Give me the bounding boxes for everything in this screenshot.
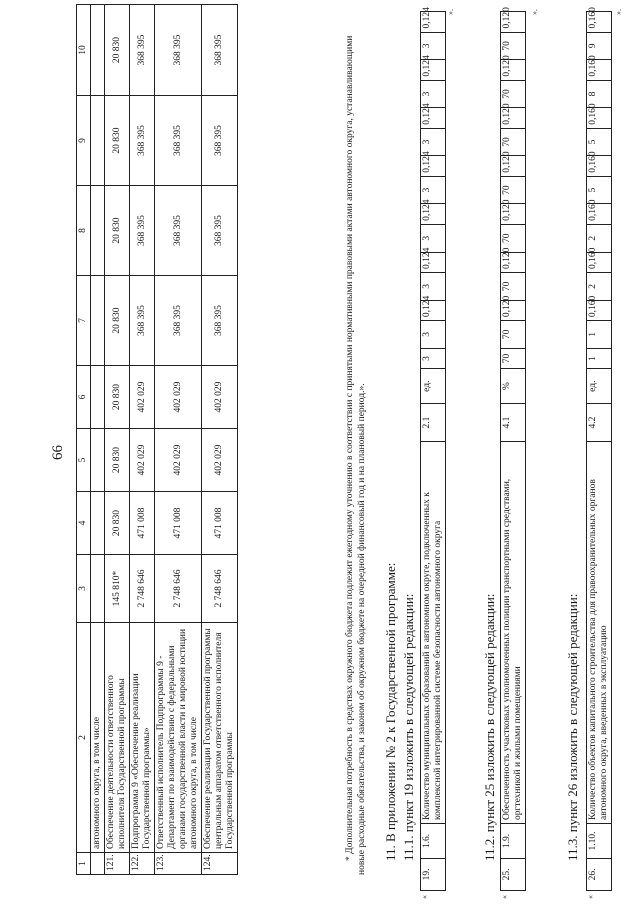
indicator-value: 0,124 [421,108,446,128]
indicator-value: 0,160 [587,12,612,33]
budget-value [91,492,105,555]
indicator-value: 1 [587,321,612,349]
budget-value: 368 395 [130,5,155,96]
indicator-name: Обеспеченность участковых уполномоченных полиции транспортными средствами, оргтехникой и жилыми помещениями [501,442,526,824]
indicator-row [421,12,446,891]
budget-value: 2 748 646 [130,555,155,623]
indicator-table-item-26 [586,7,612,891]
indicator-value: 3 [421,224,446,252]
budget-value: 402 029 [155,429,202,492]
close-quote: ». [614,9,623,15]
budget-value: 20 830 [105,96,130,186]
indicator-value: 70 [501,272,526,300]
budget-value: 471 008 [130,492,155,555]
budget-value: 368 395 [202,186,238,276]
indicator-value: 0,120 [501,156,526,176]
budget-value [91,366,105,429]
budget-value: 471 008 [155,492,202,555]
indicator-value: 70 [501,348,526,368]
indicator-code: 1.6. [421,823,446,858]
budget-header-row [77,5,91,875]
budget-value [91,5,105,96]
page-number: 66 [50,445,66,460]
column-header: 5 [77,429,91,492]
column-header: 1 [77,853,91,875]
indicator-unit: % [501,369,526,404]
budget-value: 2 748 646 [155,555,202,623]
indicator-name: Количество объектов капитального строительства для правоохранительных органов автономного округа, введенных в эксплуатацию [587,442,612,824]
row-name: автономного округа, в том числе [91,623,105,853]
budget-table [76,4,238,875]
section-heading: 11. В приложении № 2 к Государственной программе: [383,562,398,861]
row-number: 124. [202,853,238,875]
row-name: Обеспечение деятельности ответственного исполнителя Государственной программы [105,623,130,853]
budget-value: 20 830 [105,429,130,492]
budget-value: 368 395 [130,276,155,366]
budget-value: 402 029 [202,366,238,429]
budget-value: 368 395 [130,186,155,276]
budget-row [105,5,130,875]
indicator-table-item-25 [500,7,526,891]
budget-value: 145 810* [105,555,130,623]
budget-value: 402 029 [130,366,155,429]
indicator-value: 0,160 [587,252,612,272]
indicator-reference: 4.2 [587,404,612,442]
column-header: 6 [77,366,91,429]
indicator-value: 0,160 [587,156,612,176]
budget-value: 402 029 [130,429,155,492]
indicator-code: 1.10. [587,823,612,858]
row-name: Подпрограмма 9 «Обеспечение реализации Государственной программы» [130,623,155,853]
indicator-value: 3 [421,348,446,368]
budget-row [155,5,202,875]
indicator-value: 3 [421,321,446,349]
indicator-table-item-19 [420,7,446,891]
budget-value: 402 029 [202,429,238,492]
indicator-value: 3 [421,176,446,204]
indicator-number: 26. [587,858,612,890]
indicator-value: 70 [501,80,526,108]
budget-value: 368 395 [155,96,202,186]
indicator-value: 0,124 [421,12,446,33]
budget-value: 368 395 [202,276,238,366]
row-number [91,853,105,875]
budget-value [91,96,105,186]
footnote: * Дополнительная потребность в средствах окружного бюджета подлежит ежегодному уточнению в соответствии с принятыми нормативными правовыми актами автономного округа, устанавливающими новые расходные обязательства, и законом об окружном бюджете на очередной финансовый год и на плановый период.». [345,35,367,875]
indicator-value: 70 [501,224,526,252]
indicator-value: 0,160 [587,108,612,128]
budget-value: 20 830 [105,5,130,96]
column-header: 2 [77,623,91,853]
indicator-name: Количество муниципальных образований в автономном округе, подключенных к комплексной интегрированной системе безопасности автономного округа [421,442,446,824]
budget-value: 471 008 [202,492,238,555]
indicator-unit: ед. [587,369,612,404]
indicator-value: 0,160 [587,300,612,320]
budget-value: 20 830 [105,276,130,366]
column-header: 4 [77,492,91,555]
item-heading-11-2: 11.2. пункт 25 изложить в следующей редакции: [482,593,497,861]
indicator-value: 3 [421,80,446,108]
budget-row [130,5,155,875]
indicator-value: 5 [587,176,612,204]
indicator-row [587,12,612,891]
column-header: 7 [77,276,91,366]
budget-value: 368 395 [155,186,202,276]
indicator-value: 70 [501,32,526,60]
open-quote: « [420,895,429,899]
indicator-value: 0,120 [501,108,526,128]
indicator-value: 3 [421,272,446,300]
budget-value [91,555,105,623]
open-quote: « [500,895,509,899]
indicator-value: 0,160 [587,204,612,224]
row-name: Обеспечение реализации Государственной программы центральным аппаратом ответственного исполнителя Государственной программы [202,623,238,853]
row-number: 122. [130,853,155,875]
budget-value: 20 830 [105,492,130,555]
indicator-value: 8 [587,80,612,108]
indicator-reference: 4.1 [501,404,526,442]
indicator-reference: 2.1 [421,404,446,442]
row-name: Ответственный исполнитель Подпрограммы 9 - Департамент по взаимодействию с федеральными органами государственной власти и мировой юстиции автономного округа, в том числе [155,623,202,853]
budget-value: 368 395 [202,96,238,186]
indicator-value: 0,124 [421,252,446,272]
indicator-row [501,12,526,891]
budget-value: 368 395 [155,276,202,366]
budget-value [91,186,105,276]
budget-row [202,5,238,875]
budget-value [91,276,105,366]
indicator-value: 0,124 [421,156,446,176]
open-quote: « [586,895,595,899]
indicator-value: 0,160 [587,60,612,80]
indicator-value: 70 [501,321,526,349]
indicator-value: 0,120 [501,60,526,80]
budget-table-body [91,5,238,875]
indicator-value: 1 [587,348,612,368]
column-header: 3 [77,555,91,623]
close-quote: ». [530,9,539,15]
indicator-value: 9 [587,32,612,60]
row-number: 121. [105,853,130,875]
indicator-value: 2 [587,224,612,252]
budget-value: 2 748 646 [202,555,238,623]
indicator-value: 0,124 [421,204,446,224]
column-header: 9 [77,96,91,186]
budget-value: 402 029 [155,366,202,429]
budget-value: 368 395 [155,5,202,96]
budget-value: 368 395 [202,5,238,96]
indicator-value: 0,124 [421,300,446,320]
item-heading-11-1: 11.1. пункт 19 изложить в следующей редакции: [401,593,416,861]
column-header: 8 [77,186,91,276]
budget-value: 20 830 [105,186,130,276]
indicator-value: 0,120 [501,300,526,320]
row-number: 123. [155,853,202,875]
indicator-value: 5 [587,128,612,156]
indicator-value: 3 [421,128,446,156]
indicator-value: 70 [501,176,526,204]
indicator-number: 25. [501,858,526,890]
budget-value [91,429,105,492]
indicator-number: 19. [421,858,446,890]
budget-value: 20 830 [105,366,130,429]
indicator-unit: ед. [421,369,446,404]
column-header: 10 [77,5,91,96]
close-quote: ». [446,9,455,15]
indicator-value: 0,124 [421,60,446,80]
indicator-value: 0,120 [501,12,526,33]
indicator-value: 70 [501,128,526,156]
indicator-value: 0,120 [501,204,526,224]
budget-value: 368 395 [130,96,155,186]
indicator-value: 3 [421,32,446,60]
item-heading-11-3: 11.3. пункт 26 изложить в следующей редакции: [565,593,580,861]
indicator-value: 2 [587,272,612,300]
indicator-value: 0,120 [501,252,526,272]
indicator-code: 1.9. [501,823,526,858]
budget-row [91,5,105,875]
